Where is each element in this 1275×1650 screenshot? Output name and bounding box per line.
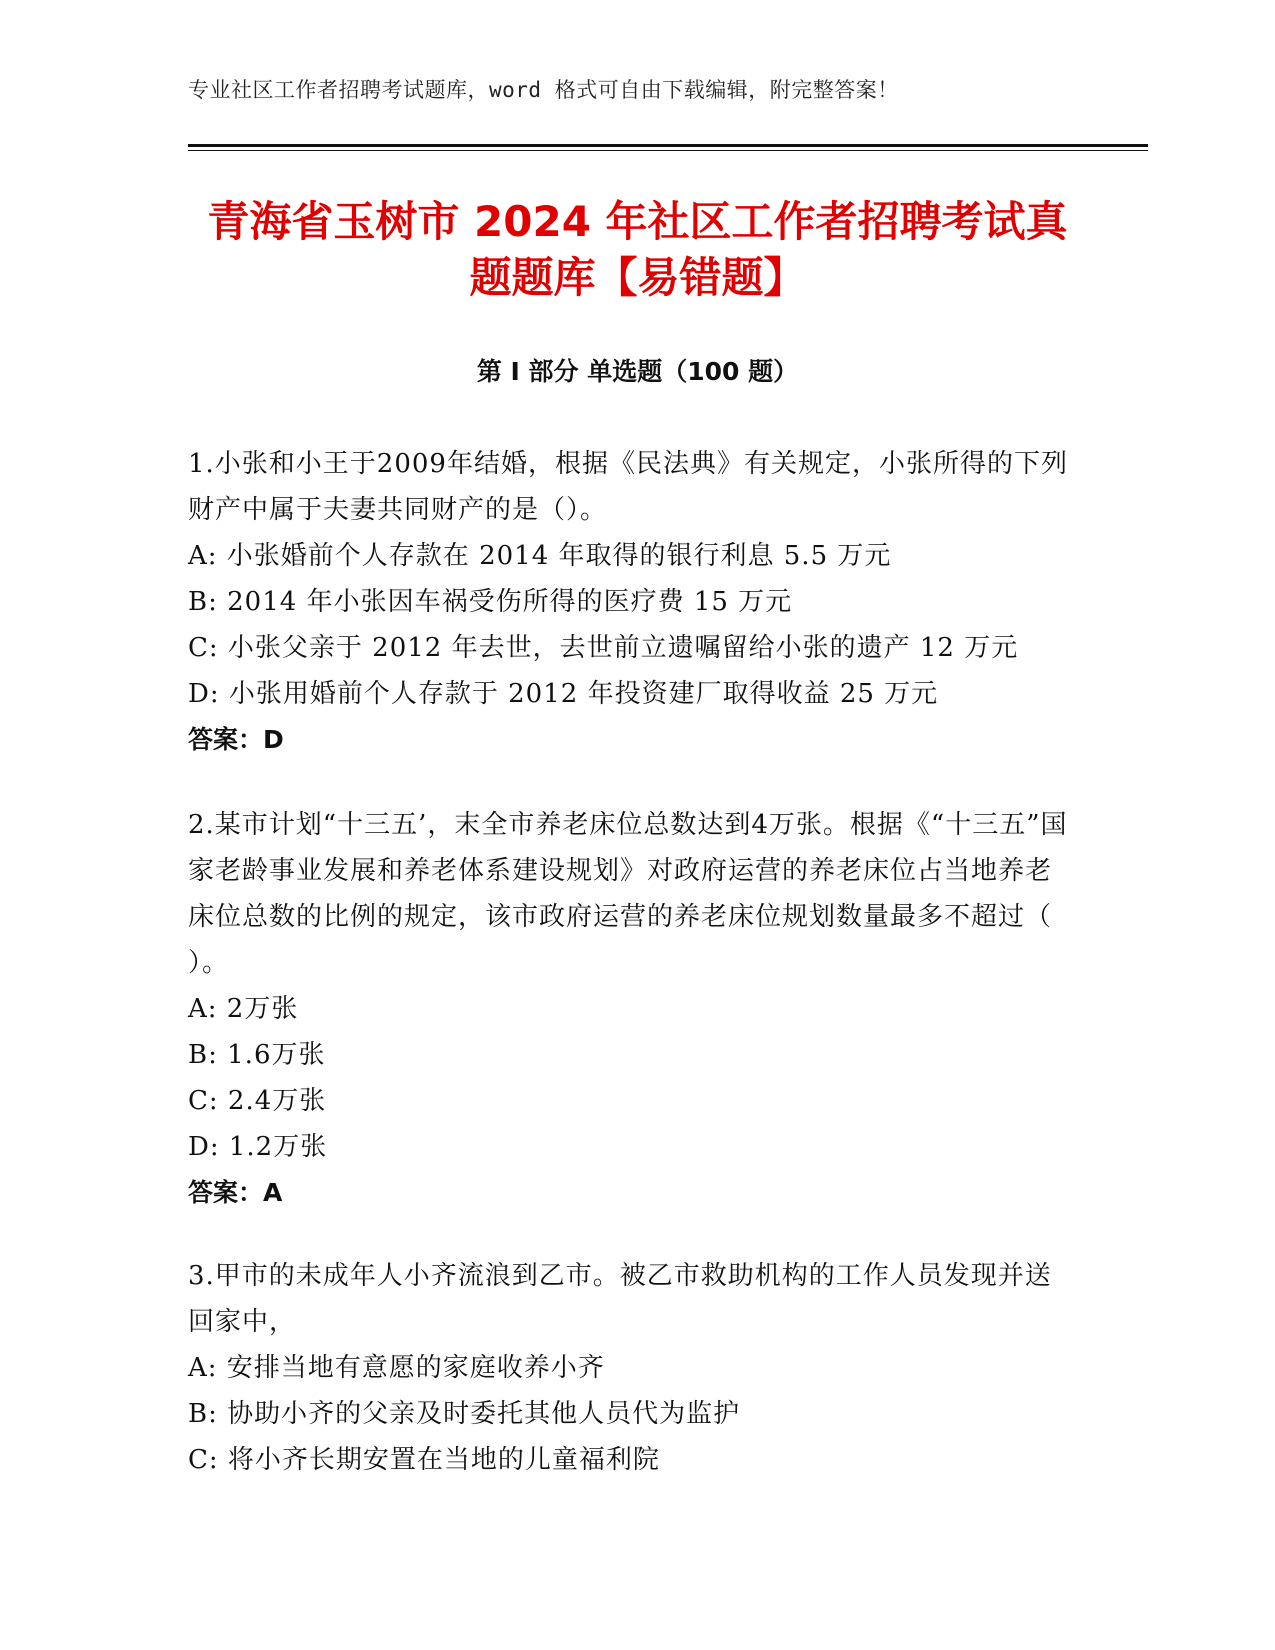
document-title-line-2: 题题库【易错题】 bbox=[469, 253, 806, 302]
option-d: D: 1.2万张 bbox=[188, 1132, 328, 1162]
document-title-line-1: 青海省玉树市 2024 年社区工作者招聘考试真 bbox=[207, 197, 1068, 246]
question-1 bbox=[188, 441, 1068, 763]
question-stem: 1.小张和小王于2009年结婚，根据《民法典》有关规定，小张所得的下列财产中属于夫妻共同财产的是（）。 bbox=[188, 449, 1068, 525]
option-c: C: 2.4万张 bbox=[188, 1086, 327, 1116]
header-divider-thin bbox=[188, 150, 1148, 151]
option-b: B: 1.6万张 bbox=[188, 1040, 326, 1070]
option-a: A: 安排当地有意愿的家庭收养小齐 bbox=[188, 1353, 605, 1383]
question-3 bbox=[188, 1253, 1068, 1483]
document-title bbox=[170, 194, 1105, 306]
option-b: B: 协助小齐的父亲及时委托其他人员代为监护 bbox=[188, 1399, 741, 1429]
option-c: C: 小张父亲于 2012 年去世，去世前立遗嘱留给小张的遗产 12 万元 bbox=[188, 633, 1019, 663]
section-title: 第 I 部分 单选题（100 题） bbox=[476, 357, 799, 386]
option-c: C: 将小齐长期安置在当地的儿童福利院 bbox=[188, 1445, 660, 1475]
answer: 答案：D bbox=[188, 725, 284, 754]
option-d: D: 小张用婚前个人存款于 2012 年投资建厂取得收益 25 万元 bbox=[188, 679, 939, 709]
question-stem: 2.某市计划“十三五’，末全市养老床位总数达到4万张。根据《“十三五”国家老龄事业发展和养老体系建设规划》对政府运营的养老床位占当地养老床位总数的比例的规定，该市政府运营的养老床位规划数量最多不超过（ ）。 bbox=[188, 810, 1068, 978]
question-2 bbox=[188, 802, 1068, 1216]
answer: 答案：A bbox=[188, 1178, 283, 1207]
option-a: A: 小张婚前个人存款在 2014 年取得的银行利息 5.5 万元 bbox=[188, 541, 892, 571]
option-b: B: 2014 年小张因车祸受伤所得的医疗费 15 万元 bbox=[188, 587, 793, 617]
header-divider-thick bbox=[188, 144, 1148, 147]
header-note: 专业社区工作者招聘考试题库，word 格式可自由下载编辑，附完整答案！ bbox=[188, 78, 899, 102]
option-a: A: 2万张 bbox=[188, 994, 299, 1024]
question-stem: 3.甲市的未成年人小齐流浪到乙市。被乙市救助机构的工作人员发现并送回家中， bbox=[188, 1261, 1052, 1337]
